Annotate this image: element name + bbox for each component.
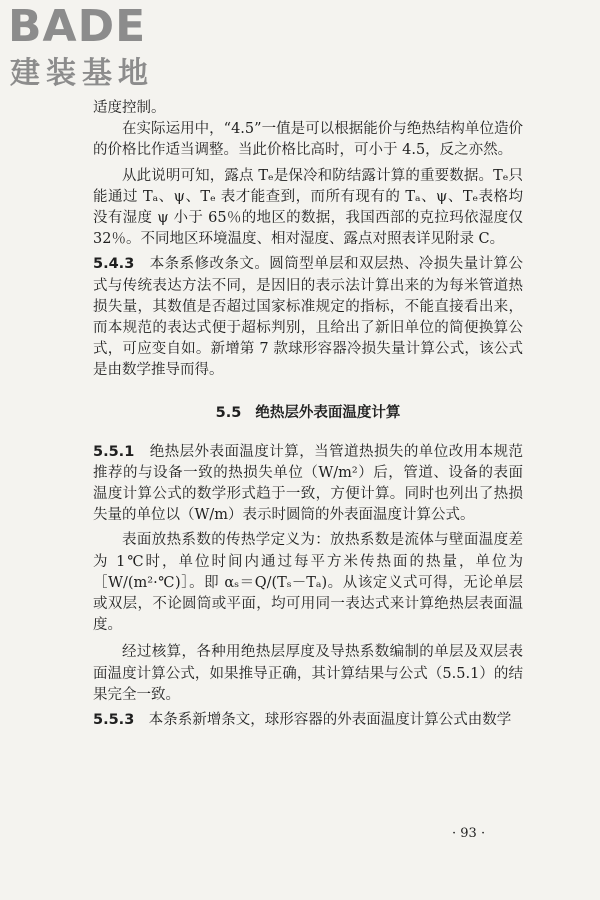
clause-number: 5.5.3	[93, 712, 135, 729]
clause-text: 绝热层外表面温度计算，当管道热损失的单位改用本规范推荐的与设备一致的热损失单位（W/m²）后，管道、设备的表面温度计算公式的数学形式趋于一致，方便计算。同时也列出了热损失量的单位以（W/m）表示时圆筒的外表面温度计算公式。	[93, 443, 524, 524]
page-number: · 93 ·	[452, 826, 486, 841]
logo-brand-cn: 建装基地	[10, 56, 154, 91]
clause-number: 5.5.1	[93, 443, 135, 460]
paragraph: 经过核算，各种用绝热层厚度及导热系数编制的单层及双层表面温度计算公式，如果推导正确，其计算结果与公式（5.5.1）的结果完全一致。	[93, 644, 523, 703]
clause-text: 本条系修改条文。圆筒型单层和双层热、冷损失量计算公式与传统表达方法不同，是因旧的表示法计算出来的为每米管道热损失量，其数值是否超过国家标准规定的指标，不能直接看出来，而本规范的表达式便于超标判别，且给出了新旧单位的简便换算公式，可应变自如。新增第 7 款球形容器冷损失量计算公式，该公式是由数学推导而得。	[93, 256, 524, 379]
clause-5-5-1	[93, 442, 523, 527]
section-title: 绝热层外表面温度计算	[255, 404, 401, 421]
paragraph: 从此说明可知，露点 Tₑ是保冷和防结露计算的重要数据。Tₑ只能通过 Tₐ、ψ、Tₑ 表才能查到，而所有现有的 Tₐ、ψ、Tₑ表格均没有湿度 ψ 小于 65％的地区的数据，我国西部的克拉玛依湿度仅 32％。不同地区环境温度、相对湿度、露点对照表详见附录 C。	[93, 167, 523, 248]
paragraph: 适度控制。	[93, 100, 166, 116]
clause-5-4-3	[93, 254, 523, 381]
section-number: 5.5	[215, 404, 242, 421]
clause-5-5-3	[93, 710, 523, 731]
clause-text: 本条系新增条文，球形容器的外表面温度计算公式由数学	[148, 712, 512, 729]
section-heading	[93, 402, 523, 424]
paragraph: 在实际运用中，“4.5”一值是可以根据能价与绝热结构单位造价的价格比作适当调整。当此价格比高时，可小于 4.5，反之亦然。	[93, 121, 523, 159]
logo	[8, 1, 183, 96]
paragraph: 表面放热系数的传热学定义为：放热系数是流体与壁面温度差为 1℃时，单位时间内通过每平方米传热面的热量，单位为［W/(m²·℃)］。即 αₛ＝Q/(Tₛ－Tₐ)。从该定义式可得，无论单层或双层，不论圆筒或平面，均可用同一表达式来计算绝热层表面温度。	[93, 532, 523, 634]
page-body	[93, 98, 523, 731]
clause-number: 5.4.3	[93, 256, 135, 273]
logo-brand: BADE	[8, 1, 147, 52]
